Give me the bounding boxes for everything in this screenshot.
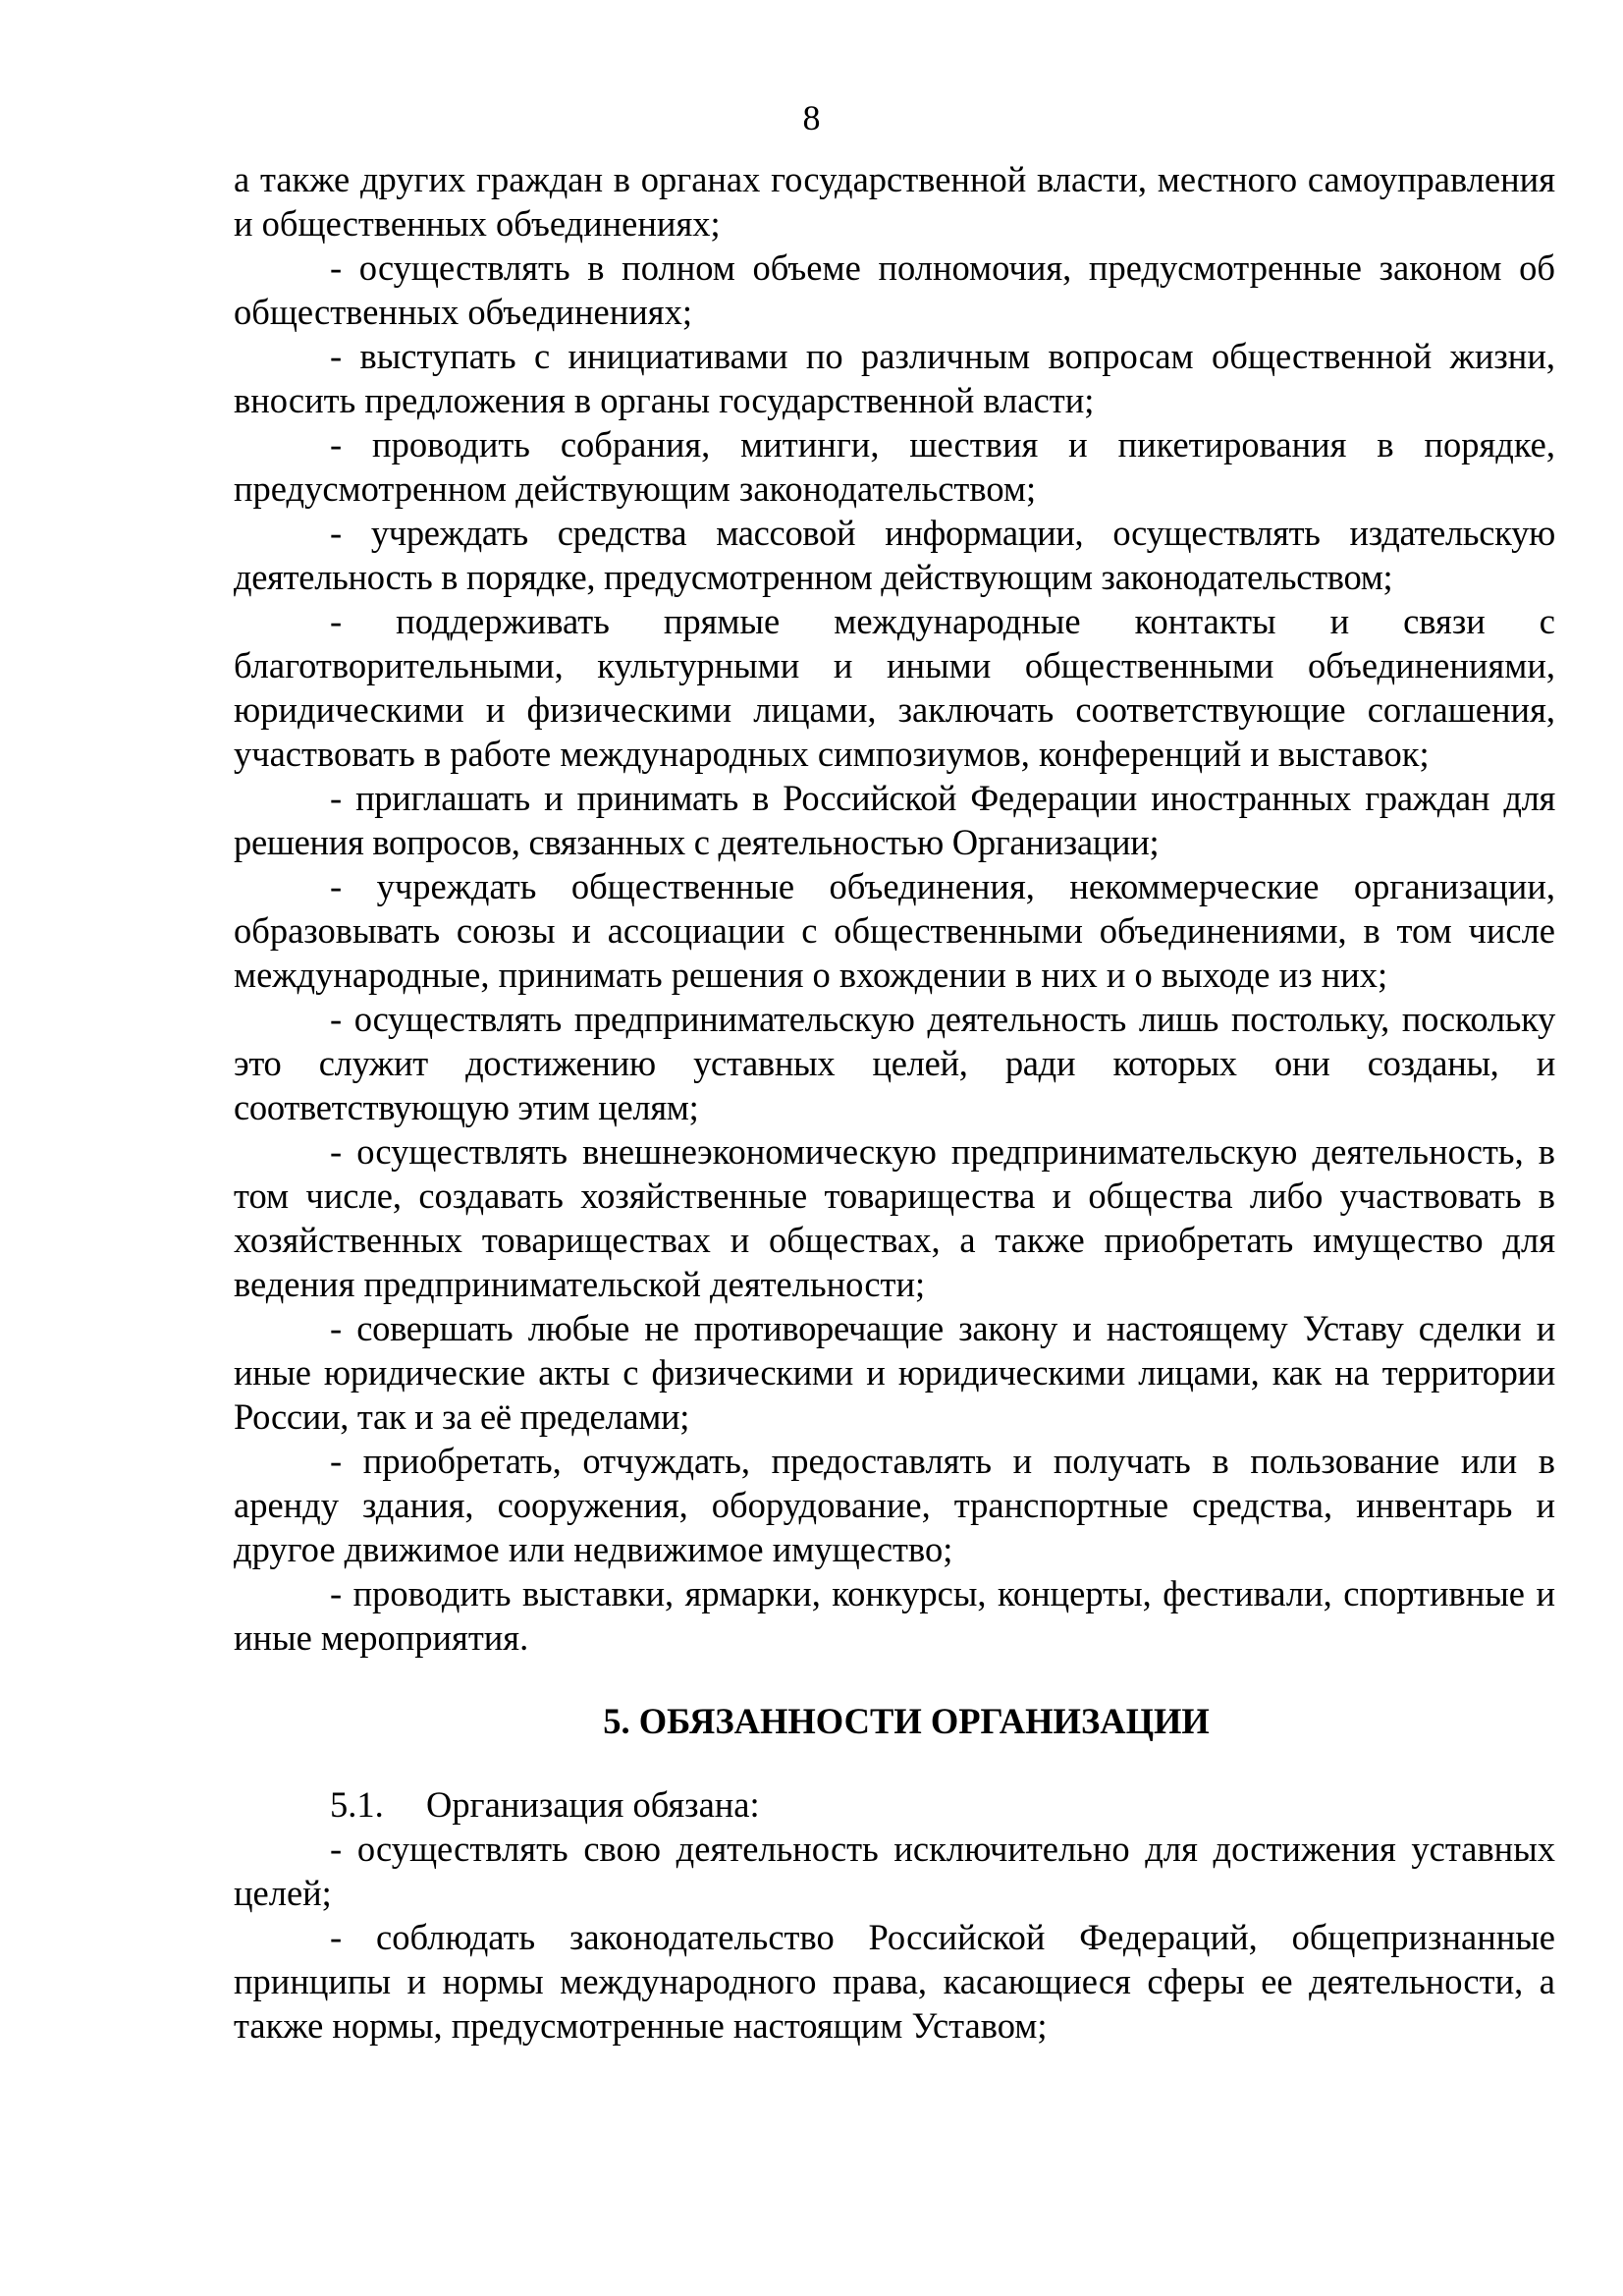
clause-number: 5.1. <box>330 1784 384 1825</box>
list-item: - осуществлять свою деятельность исключительно для достижения уставных целей; <box>234 1829 1555 1913</box>
list-item: - совершать любые не противоречащие закону и настоящему Уставу сделки и иные юридические акты с физическими и юридическими лицами, как на территории России, так и за её пределами; <box>234 1308 1555 1437</box>
list-item: - соблюдать законодательство Российской Федераций, общепризнанные принципы и нормы международного права, касающиеся сферы ее деятельности, а также нормы, предусмотренные настоящим Уставом; <box>234 1917 1555 2046</box>
paragraph: а также других граждан в органах государственной власти, местного самоуправления и общественных объединениях; <box>234 159 1555 244</box>
clause-heading <box>234 1782 1555 1827</box>
list-item: - осуществлять в полном объеме полномочия, предусмотренные законом об общественных объединениях; <box>234 247 1555 332</box>
list-item: - учреждать средства массовой информации, осуществлять издательскую деятельность в порядке, предусмотренном действующим законодательством; <box>234 513 1555 597</box>
section-heading: 5. ОБЯЗАННОСТИ ОРГАНИЗАЦИИ <box>603 1701 1210 1741</box>
list-item: - поддерживать прямые международные контакты и связи с благотворительными, культурными и иными общественными объединениями, юридическими и физическими лицами, заключать соответствующие соглашения, участвовать в работе международных симпозиумов, конференций и выставок; <box>234 601 1555 774</box>
clause-title: Организация обязана: <box>426 1784 760 1825</box>
page-number: 8 <box>802 98 821 137</box>
list-item: - осуществлять предпринимательскую деятельность лишь постольку, поскольку это служит достижению уставных целей, ради которых они созданы, и соответствующую этим целям; <box>234 999 1555 1127</box>
list-item: - учреждать общественные объединения, некоммерческие организации, образовывать союзы и ассоциации с общественными объединениями, в том числе международные, принимать решения о вхождении в них и о выходе из них; <box>234 866 1555 995</box>
list-item: - проводить собрания, митинги, шествия и пикетирования в порядке, предусмотренном действующим законодательством; <box>234 424 1555 509</box>
list-item: - осуществлять внешнеэкономическую предпринимательскую деятельность, в том числе, создавать хозяйственные товарищества и общества либо участвовать в хозяйственных товариществах и обществах, а также приобретать имущество для ведения предпринимательской деятельности; <box>234 1131 1555 1304</box>
list-item: - приглашать и принимать в Российской Федерации иностранных граждан для решения вопросов, связанных с деятельностью Организации; <box>234 778 1555 862</box>
list-item: - приобретать, отчуждать, предоставлять и получать в пользование или в аренду здания, сооружения, оборудование, транспортные средства, инвентарь и другое движимое или недвижимое имущество; <box>234 1441 1555 1569</box>
list-item: - выступать с инициативами по различным вопросам общественной жизни, вносить предложения в органы государственной власти; <box>234 336 1555 420</box>
document-body <box>234 157 1555 2048</box>
list-item: - проводить выставки, ярмарки, конкурсы, концерты, фестивали, спортивные и иные мероприятия. <box>234 1573 1555 1658</box>
